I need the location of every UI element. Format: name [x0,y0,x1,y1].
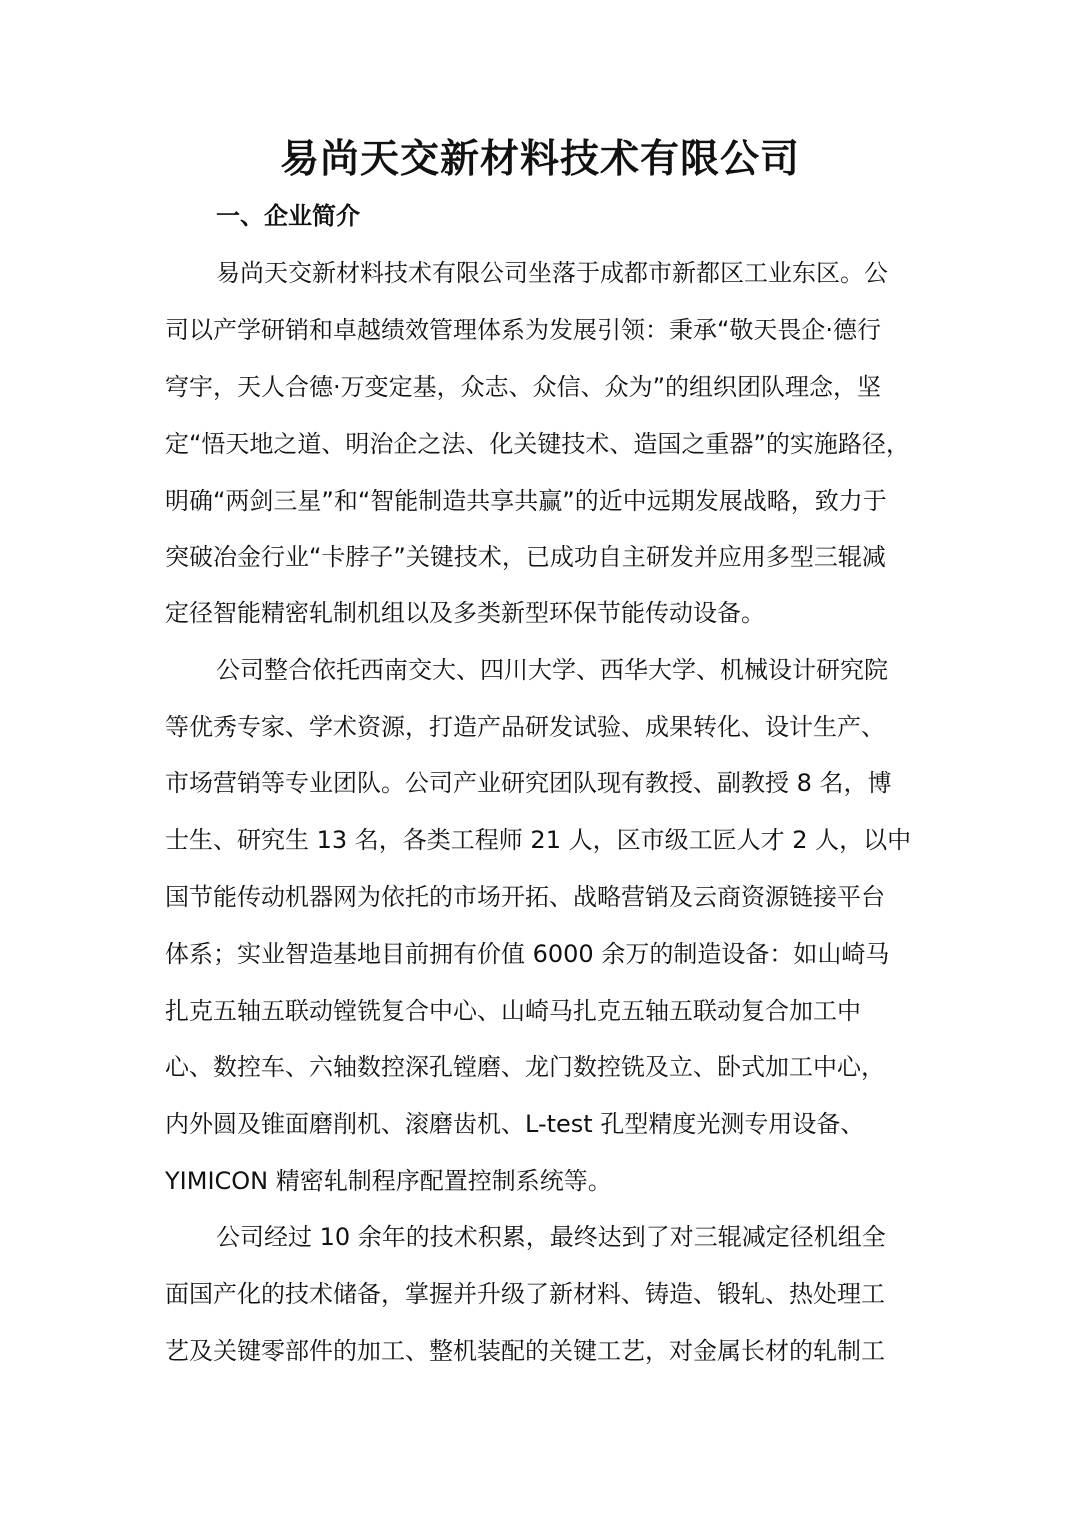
paragraph-line: 突破冶金行业“卡脖子”关键技术，已成功自主研发并应用多型三辊减 [165,543,886,571]
paragraph-line: 明确“两剑三星”和“智能制造共享共赢”的近中远期发展战略，致力于 [165,487,887,515]
document-title: 易尚天交新材料技术有限公司 [279,137,800,182]
paragraph-line: 市场营销等专业团队。公司产业研究团队现有教授、副教授 8 名，博 [165,769,892,797]
paragraph-line: 艺及关键零部件的加工、整机装配的关键工艺，对金属长材的轧制工 [165,1337,885,1365]
paragraph-line: 公司经过 10 余年的技术积累，最终达到了对三辊减定径机组全 [216,1223,886,1251]
paragraph-line: YIMICON 精密轧制程序配置控制系统等。 [165,1167,612,1195]
paragraph-line: 扎克五轴五联动镗铣复合中心、山崎马扎克五轴五联动复合加工中 [165,997,861,1025]
paragraph-line: 国节能传动机器网为依托的市场开拓、战略营销及云商资源链接平台 [165,883,885,911]
paragraph-line: 士生、研究生 13 名，各类工程师 21 人，区市级工匠人才 2 人，以中 [165,826,912,854]
paragraph-line: 穹宇，天人合德·万变定基，众志、众信、众为”的组织团队理念，坚 [165,373,882,401]
paragraph-line: 司以产学研销和卓越绩效管理体系为发展引领：秉承“敬天畏企·德行 [165,316,882,344]
paragraph-line: 定“悟天地之道、明治企之法、化关键技术、造国之重器”的实施路径， [165,430,910,458]
section-heading: 一、企业简介 [216,202,360,230]
paragraph-line: 体系；实业智造基地目前拥有价值 6000 余万的制造设备：如山崎马 [165,940,890,968]
paragraph-line: 面国产化的技术储备，掌握并升级了新材料、铸造、锻轧、热处理工 [165,1280,885,1308]
paragraph-line: 公司整合依托西南交大、四川大学、西华大学、机械设计研究院 [216,656,888,684]
paragraph-line: 等优秀专家、学术资源，打造产品研发试验、成果转化、设计生产、 [165,713,885,741]
paragraph-line: 心、数控车、六轴数控深孔镗磨、龙门数控铣及立、卧式加工中心， [165,1053,885,1081]
paragraph-line: 内外圆及锥面磨削机、滚磨齿机、L-test 孔型精度光测专用设备、 [165,1110,865,1138]
paragraph-line: 定径智能精密轧制机组以及多类新型环保节能传动设备。 [165,599,765,627]
paragraph-line: 易尚天交新材料技术有限公司坐落于成都市新都区工业东区。公 [216,259,888,287]
